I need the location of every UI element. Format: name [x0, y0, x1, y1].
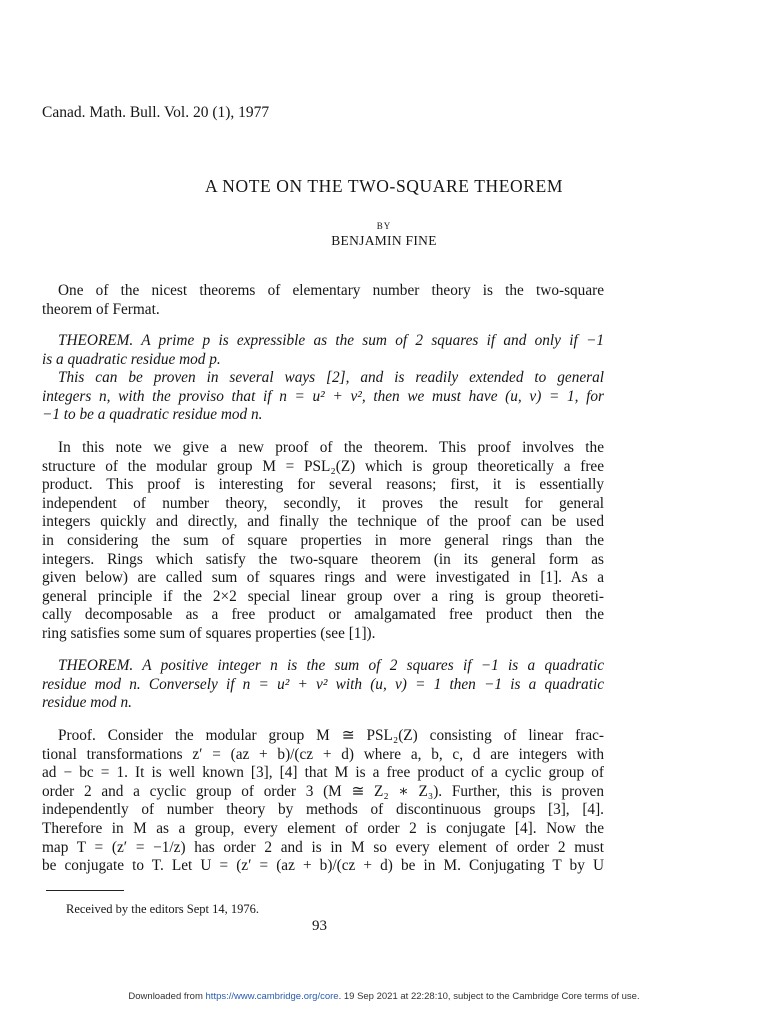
footnote-divider — [46, 890, 124, 891]
byline-by: BY — [376, 221, 392, 231]
text-line: independently of number theory by methods of discontinuous groups [3], [4]. — [42, 801, 604, 819]
proof-paragraph — [42, 727, 604, 876]
paper-title: A NOTE ON THE TWO-SQUARE THEOREM — [204, 176, 563, 196]
text-line: One of the nicest theorems of elementary number theory is the two-square — [58, 282, 604, 299]
text-line: order 2 and a cyclic group of order 3 (M ≅ Z₂ ∗ Z₃). Further, this is proven — [42, 782, 604, 800]
text-line: independent of number theory, secondly, it proves the result for general — [42, 494, 604, 512]
intro-paragraph — [42, 282, 604, 319]
text-line: ring satisfies some sum of squares properties (see [1]). — [42, 624, 376, 642]
text-line: map T = (z′ = −1/z) has order 2 and is in M so every element of order 2 must — [42, 838, 604, 856]
author-name: BENJAMIN FINE — [331, 233, 437, 248]
text-line: cally decomposable as a free product or amalgamated free product then the — [42, 606, 604, 624]
text-line: THEOREM. A prime p is expressible as the sum of 2 squares if and only if −1 — [58, 332, 604, 349]
paragraph-2 — [42, 439, 604, 644]
text-line: given below) are called sum of squares rings and were investigated in [1]. As a — [42, 569, 604, 587]
download-notice — [0, 991, 768, 1002]
text-line: integers quickly and directly, and finally the technique of the proof can be used — [42, 513, 604, 531]
text-line: structure of the modular group M = PSL₂(Z) which is group theoretically a free — [42, 457, 604, 475]
text-line: general principle if the 2×2 special linear group over a ring is group theoreti- — [42, 587, 604, 605]
text-line: Therefore in M as a group, every element of order 2 is conjugate [4]. Now the — [42, 819, 604, 837]
text-line: theorem of Fermat. — [42, 300, 160, 318]
text-line: integers n, with the proviso that if n = u² + v², then we must have (u, v) = 1, for — [42, 387, 604, 405]
text-line: is a quadratic residue mod p. — [42, 350, 221, 368]
text-line: ad − bc = 1. It is well known [3], [4] that M is a free product of a cyclic group of — [42, 764, 604, 782]
text-line: This can be proven in several ways [2], and is readily extended to general — [58, 369, 604, 387]
text-line: Proof. Consider the modular group M ≅ PSL₂(Z) consisting of linear frac- — [58, 727, 604, 744]
text-line: residue mod n. Conversely if n = u² + v² with (u, v) = 1 then −1 is a quadratic — [42, 675, 604, 693]
download-suffix: . 19 Sep 2021 at 22:28:10, subject to the Cambridge Core terms of use. — [338, 991, 640, 1002]
text-line: −1 to be a quadratic residue mod n. — [42, 406, 263, 424]
text-line: be conjugate to T. Let U = (z′ = (az + b)/(cz + d) be in M. Conjugating T by U — [42, 857, 604, 875]
text-line: residue mod n. — [42, 694, 132, 712]
text-line: THEOREM. A positive integer n is the sum of 2 squares if −1 is a quadratic — [58, 657, 604, 674]
text-line: integers. Rings which satisfy the two-square theorem (in its general form as — [42, 550, 604, 568]
theorem-2 — [42, 657, 604, 713]
journal-reference: Canad. Math. Bull. Vol. 20 (1), 1977 — [42, 104, 270, 121]
text-line: tional transformations z′ = (az + b)/(cz + d) where a, b, c, d are integers with — [42, 745, 604, 763]
page-number: 93 — [312, 918, 327, 934]
download-prefix: Downloaded from — [128, 991, 206, 1002]
cambridge-core-link[interactable]: https://www.cambridge.org/core — [205, 991, 339, 1002]
text-line: product. This proof is interesting for several reasons; first, it is essentially — [42, 476, 604, 494]
theorem-1 — [42, 332, 604, 425]
text-line: In this note we give a new proof of the theorem. This proof involves the — [58, 439, 604, 456]
text-line: in considering the sum of square properties in more general rings than the — [42, 531, 604, 549]
received-footnote: Received by the editors Sept 14, 1976. — [66, 902, 260, 916]
